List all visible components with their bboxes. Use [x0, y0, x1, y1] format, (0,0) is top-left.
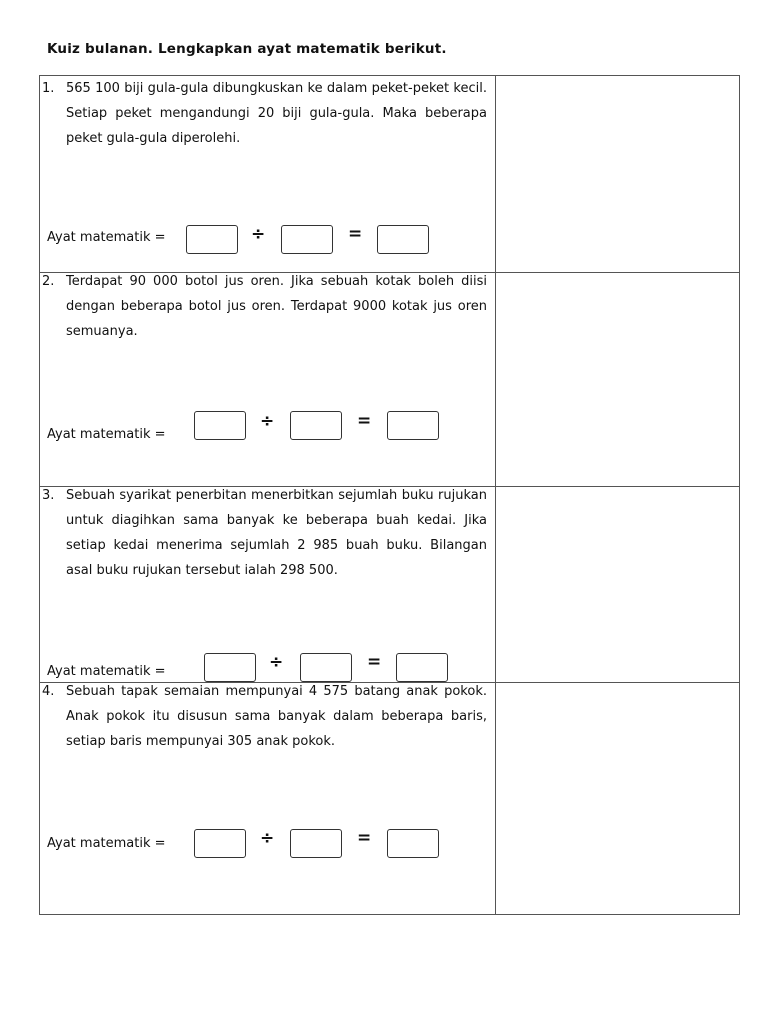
- quotient-box[interactable]: [387, 829, 439, 858]
- divisor-box[interactable]: [290, 411, 342, 440]
- equation-label: Ayat matematik =: [47, 664, 166, 679]
- equals-symbol: =: [348, 224, 363, 244]
- equation-label: Ayat matematik =: [47, 230, 166, 245]
- divide-symbol: ÷: [260, 411, 275, 431]
- question-row-3: [39, 486, 740, 683]
- column-divider: [495, 273, 496, 486]
- divisor-box[interactable]: [281, 225, 333, 254]
- equals-symbol: =: [357, 411, 372, 431]
- dividend-box[interactable]: [194, 829, 246, 858]
- divide-symbol: ÷: [269, 652, 284, 672]
- question-row-1: [39, 75, 740, 273]
- column-divider: [495, 683, 496, 914]
- question-number: 3.: [42, 488, 55, 503]
- dividend-box[interactable]: [194, 411, 246, 440]
- dividend-box[interactable]: [204, 653, 256, 682]
- question-number: 1.: [42, 81, 55, 96]
- quotient-box[interactable]: [387, 411, 439, 440]
- divisor-box[interactable]: [300, 653, 352, 682]
- question-number: 4.: [42, 684, 55, 699]
- equation-label: Ayat matematik =: [47, 427, 166, 442]
- quotient-box[interactable]: [377, 225, 429, 254]
- question-number: 2.: [42, 274, 55, 289]
- equals-symbol: =: [357, 828, 372, 848]
- divisor-box[interactable]: [290, 829, 342, 858]
- divide-symbol: ÷: [251, 224, 266, 244]
- question-row-2: [39, 272, 740, 487]
- question-row-4: [39, 682, 740, 915]
- quotient-box[interactable]: [396, 653, 448, 682]
- question-text: Terdapat 90 000 botol jus oren. Jika sebuah kotak boleh diisi dengan beberapa botol jus oren. Terdapat 9000 kotak jus oren semuanya.: [66, 274, 487, 339]
- question-text: Sebuah syarikat penerbitan menerbitkan sejumlah buku rujukan untuk diagihkan sama banyak ke beberapa buah kedai. Jika setiap kedai menerima sejumlah 2 985 buah buku. Bilangan asal buku rujukan tersebut ialah 298 500.: [66, 488, 487, 578]
- column-divider: [495, 76, 496, 272]
- question-text: Sebuah tapak semaian mempunyai 4 575 batang anak pokok. Anak pokok itu disusun sama banyak dalam beberapa baris, setiap baris mempunyai 305 anak pokok.: [66, 684, 487, 749]
- divide-symbol: ÷: [260, 828, 275, 848]
- page-title: Kuiz bulanan. Lengkapkan ayat matematik berikut.: [47, 41, 447, 57]
- equals-symbol: =: [367, 652, 382, 672]
- question-text: 565 100 biji gula-gula dibungkuskan ke dalam peket-peket kecil. Setiap peket mengandungi 20 biji gula-gula. Maka beberapa peket gula-gula diperolehi.: [66, 81, 487, 146]
- dividend-box[interactable]: [186, 225, 238, 254]
- equation-label: Ayat matematik =: [47, 836, 166, 851]
- column-divider: [495, 487, 496, 682]
